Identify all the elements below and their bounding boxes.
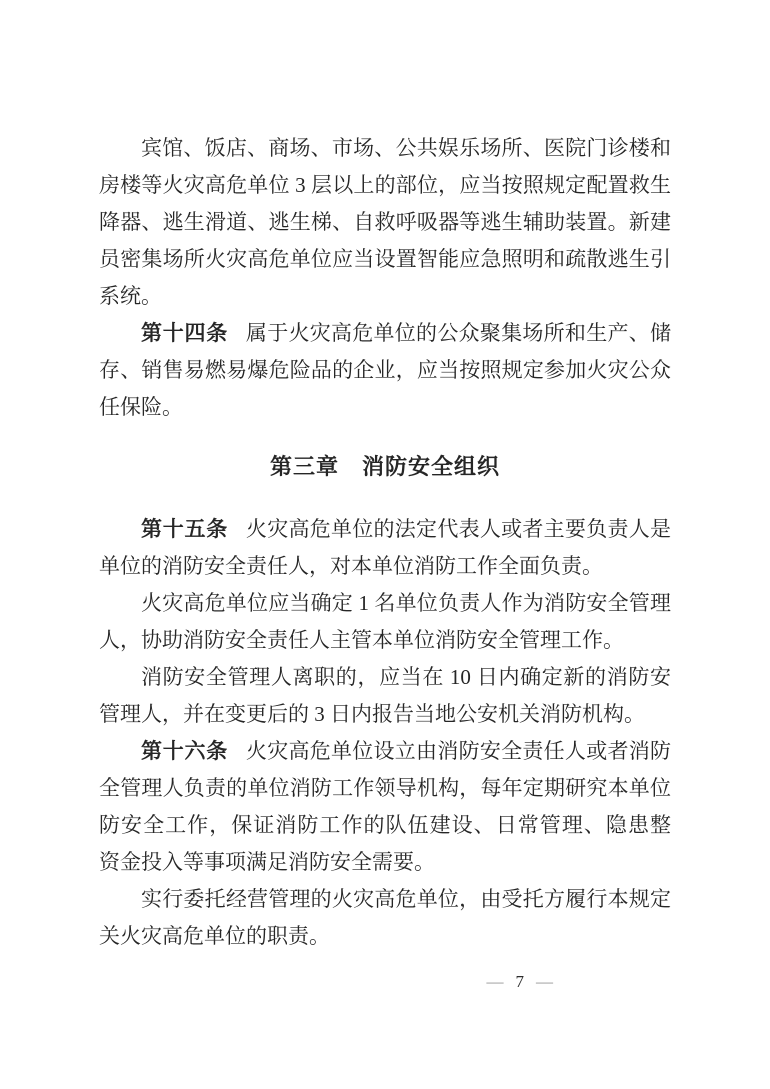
line-text: 单位的消防安全责任人，对本单位消防工作全面负责。 xyxy=(99,554,603,578)
article-paragraph xyxy=(99,315,671,426)
paragraph xyxy=(99,585,671,659)
paragraph xyxy=(99,881,671,955)
text-line xyxy=(99,204,671,241)
line-text: 存、销售易燃易爆危险品的企业，应当按照规定参加火灾公众 xyxy=(99,358,671,382)
text-line xyxy=(99,352,671,389)
line-text: 属于火灾高危单位的公众聚集场所和生产、储 xyxy=(245,321,671,345)
line-text: 关火灾高危单位的职责。 xyxy=(99,924,330,948)
text-line xyxy=(99,918,671,955)
text-line xyxy=(99,389,671,426)
text-line xyxy=(99,315,671,352)
line-text: 人，协助消防安全责任人主管本单位消防安全管理工作。 xyxy=(99,628,624,652)
line-text: 管理人，并在变更后的 3 日内报告当地公安机关消防机构。 xyxy=(99,702,645,726)
text-line xyxy=(99,548,671,585)
line-text: 实行委托经营管理的火灾高危单位，由受托方履行本规定 xyxy=(141,887,671,911)
text-line xyxy=(99,167,671,204)
article-number: 第十四条 xyxy=(141,321,229,345)
text-line xyxy=(99,278,671,315)
text-line xyxy=(99,770,671,807)
article-paragraph xyxy=(99,733,671,881)
line-text: 房楼等火灾高危单位 3 层以上的部位，应当按照规定配置救生 xyxy=(99,173,671,197)
line-text: 宾馆、饭店、商场、市场、公共娱乐场所、医院门诊楼和 xyxy=(141,136,671,160)
page-number: 7 xyxy=(515,972,524,991)
text-line xyxy=(99,844,671,881)
line-text: 火灾高危单位应当确定 1 名单位负责人作为消防安全管理 xyxy=(141,591,671,615)
line-text: 防安全工作，保证消防工作的队伍建设、日常管理、隐患整 xyxy=(99,813,671,837)
text-line xyxy=(99,585,671,622)
chapter-heading: 第三章 消防安全组织 xyxy=(269,454,500,479)
article-number: 第十五条 xyxy=(141,517,229,541)
line-text: 任保险。 xyxy=(99,395,183,419)
line-text: 降器、逃生滑道、逃生梯、自救呼吸器等逃生辅助装置。新建 xyxy=(99,210,671,234)
text-line xyxy=(99,130,671,167)
page-footer xyxy=(99,971,671,993)
footer-dash-left: — xyxy=(486,972,504,991)
paragraph xyxy=(99,659,671,733)
footer-dash-right: — xyxy=(536,972,553,991)
line-text: 员密集场所火灾高危单位应当设置智能应急照明和疏散逃生引 xyxy=(99,247,671,271)
text-line xyxy=(99,241,671,278)
text-line xyxy=(99,733,671,770)
line-text: 消防安全管理人离职的，应当在 10 日内确定新的消防安 xyxy=(141,665,671,689)
text-line xyxy=(99,659,671,696)
paragraph xyxy=(99,130,671,315)
text-line xyxy=(99,622,671,659)
line-text: 系统。 xyxy=(99,284,162,308)
line-text: 火灾高危单位的法定代表人或者主要负责人是 xyxy=(245,517,671,541)
text-line xyxy=(99,881,671,918)
article-number: 第十六条 xyxy=(141,739,229,763)
line-text: 火灾高危单位设立由消防安全责任人或者消防 xyxy=(245,739,671,763)
article-paragraph xyxy=(99,511,671,585)
text-line xyxy=(99,807,671,844)
text-line xyxy=(99,511,671,548)
text-line xyxy=(99,696,671,733)
line-text: 资金投入等事项满足消防安全需要。 xyxy=(99,850,435,874)
line-text: 全管理人负责的单位消防工作领导机构，每年定期研究本单位 xyxy=(99,776,671,800)
